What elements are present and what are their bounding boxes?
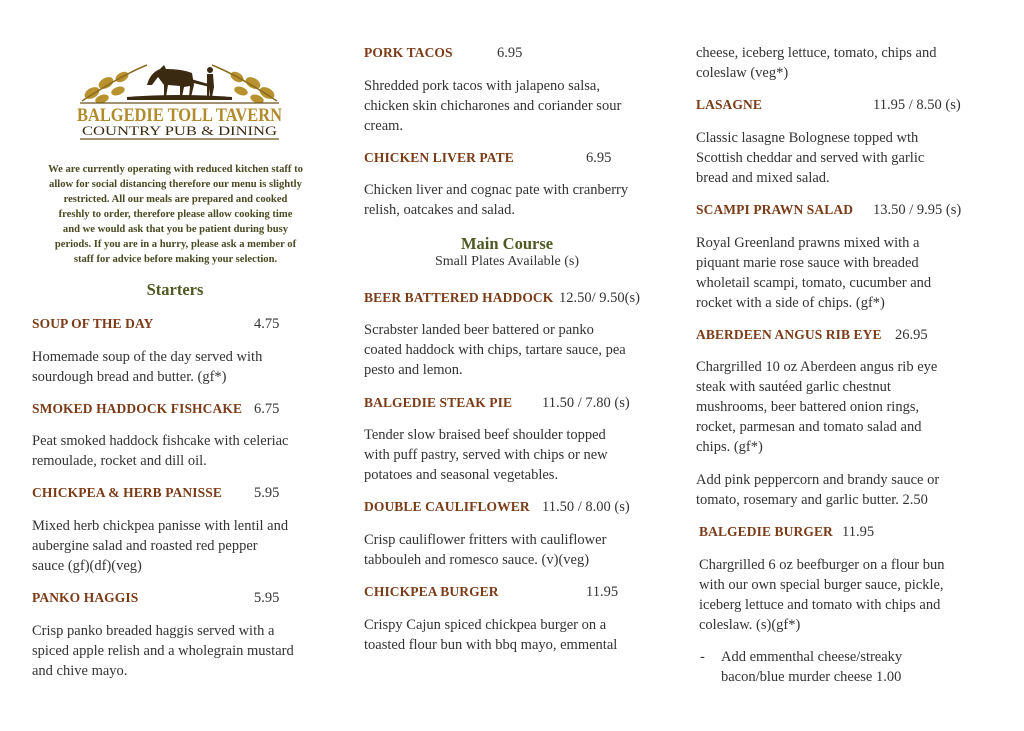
menu-item-price: 6.95 [586, 150, 612, 166]
horse-plough-icon [127, 65, 232, 100]
menu-item-description: Chicken liver and cognac pate with cranberry [364, 182, 629, 198]
menu-item-description: Royal Greenland prawns mixed with a [696, 235, 920, 251]
menu-item-description: pesto and lemon. [364, 362, 463, 378]
menu-item-description: cream. [364, 118, 404, 134]
menu-item-description: chicken skin chicharones and coriander sour [364, 98, 622, 114]
menu-item-name: LASAGNE [696, 97, 762, 112]
notice-line: and we would ask that you be patient during busy [62, 224, 289, 235]
menu-item-description: Scrabster landed beer battered or panko [364, 322, 594, 338]
menu-item-name: PORK TACOS [364, 45, 453, 60]
menu-item-description: wholetail scampi, tomato, cucumber and [696, 275, 932, 291]
menu-item-name: DOUBLE CAULIFLOWER [364, 499, 530, 514]
sauce-addon: Add pink peppercorn and brandy sauce or [696, 472, 940, 488]
menu-item-price: 4.75 [254, 316, 280, 332]
menu-item-name: BALGEDIE STEAK PIE [364, 395, 513, 410]
menu-item-price: 6.95 [497, 45, 523, 61]
menu-item-description: tabbouleh and romesco sauce. (v)(veg) [364, 552, 590, 568]
menu-item-description: rocket, parmesan and tomato salad and [696, 419, 922, 435]
menu-item-description: Crisp cauliflower fritters with cauliflower [364, 532, 607, 548]
notice-line: allow for social distancing therefore our menu is slightly [49, 179, 302, 190]
small-plates-note: Small Plates Available (s) [435, 254, 579, 269]
menu-item-description: toasted flour bun with bbq mayo, emmental [364, 637, 618, 653]
menu-item-description: Peat smoked haddock fishcake with celeriac [32, 433, 289, 449]
menu-item-description: Chargrilled 10 oz Aberdeen angus rib eye [696, 359, 938, 375]
menu-item-description: iceberg lettuce and tomato with chips and [699, 597, 941, 613]
menu-item-description: aubergine salad and roasted red pepper [32, 538, 258, 554]
menu-item-price: 11.95 [842, 524, 875, 540]
menu-item-description: Crispy Cajun spiced chickpea burger on a [364, 617, 607, 633]
menu-item-description: Tender slow braised beef shoulder topped [364, 427, 606, 443]
staffing-notice [28, 162, 323, 267]
menu-item-description: sauce (gf)(df)(veg) [32, 558, 142, 574]
menu-item-price: 5.95 [254, 590, 280, 606]
menu-item-description: spiced apple relish and a wholegrain mustard [32, 643, 294, 659]
menu-item-name: CHICKEN LIVER PATE [364, 150, 514, 165]
logo-tagline: COUNTRY PUB & DINING [82, 124, 277, 138]
menu-item-description: sourdough bread and butter. (gf*) [32, 369, 227, 385]
menu-item-description: relish, oatcakes and salad. [364, 202, 515, 218]
menu-item-description: Shredded pork tacos with jalapeno salsa, [364, 78, 600, 94]
menu-item-name: SCAMPI PRAWN SALAD [696, 202, 854, 217]
tavern-logo [72, 55, 287, 145]
starters-heading: Starters [146, 280, 204, 299]
menu-item-description: Homemade soup of the day served with [32, 349, 263, 365]
menu-item-description: and chive mayo. [32, 663, 128, 679]
menu-item-description: coated haddock with chips, tartare sauce, pea [364, 342, 626, 358]
menu-item-description: Classic lasagne Bolognese topped wth [696, 130, 919, 146]
menu-item-price: 26.95 [895, 327, 928, 343]
menu-item-description: coleslaw (veg*) [696, 65, 789, 81]
menu-item-description: cheese, iceberg lettuce, tomato, chips and [696, 45, 937, 61]
menu-item-description: remoulade, rocket and dill oil. [32, 453, 207, 469]
menu-item-price: 5.95 [254, 485, 280, 501]
main-course-heading: Main Course [460, 234, 554, 253]
menu-item-price: 13.50 / 9.95 (s) [873, 202, 962, 218]
notice-line: restricted. All our meals are prepared and cooked [63, 194, 288, 205]
menu-item-description: with our own special burger sauce, pickle, [699, 577, 944, 593]
menu-item-description: Chargrilled 6 oz beefburger on a flour bun [699, 557, 945, 573]
menu-item-name: PANKO HAGGIS [32, 590, 139, 605]
menu-item-name: BALGEDIE BURGER [699, 524, 833, 539]
notice-line: freshly to order, therefore please allow cooking time [58, 209, 293, 220]
menu-item-price: 11.50 / 8.00 (s) [542, 499, 630, 515]
menu-item-description: with puff pastry, served with chips or new [364, 447, 608, 463]
menu-item-price: 6.75 [254, 401, 280, 417]
menu-item-name: ABERDEEN ANGUS RIB EYE [696, 327, 882, 342]
sauce-addon: tomato, rosemary and garlic butter. 2.50 [696, 492, 928, 508]
menu-item-name: BEER BATTERED HADDOCK [364, 290, 554, 305]
burger-addon: bacon/blue murder cheese 1.00 [721, 669, 902, 685]
menu-item-price: 12.50/ 9.50(s) [559, 290, 640, 306]
bullet-dash: - [700, 649, 705, 665]
menu-item-name: CHICKPEA BURGER [364, 584, 499, 599]
menu-item-description: piquant marie rose sauce with breaded [696, 255, 919, 271]
menu-item-description: steak with sautéed garlic chestnut [696, 379, 891, 395]
logo-name: BALGEDIE TOLL TAVERN [77, 105, 283, 126]
menu-item-price: 11.95 [586, 584, 619, 600]
menu-item-description: Mixed herb chickpea panisse with lentil and [32, 518, 289, 534]
burger-addon: Add emmenthal cheese/streaky [721, 649, 903, 665]
notice-line: periods. If you are in a hurry, please ask a member of [54, 239, 297, 250]
menu-item-description: coleslaw. (s)(gf*) [699, 617, 801, 633]
menu-item-price: 11.95 / 8.50 (s) [873, 97, 961, 113]
menu-item-description: mushrooms, beer battered onion rings, [696, 399, 920, 415]
menu-item-price: 11.50 / 7.80 (s) [542, 395, 630, 411]
menu-item-name: SMOKED HADDOCK FISHCAKE [32, 401, 243, 416]
menu-item-description: Scottish cheddar and served with garlic [696, 150, 925, 166]
menu-item-description: Crisp panko breaded haggis served with a [32, 623, 275, 639]
menu-item-description: rocket with a side of chips. (gf*) [696, 295, 885, 311]
menu-item-description: potatoes and seasonal vegetables. [364, 467, 559, 483]
menu-item-description: chips. (gf*) [696, 439, 763, 455]
notice-line: We are currently operating with reduced kitchen staff to [48, 164, 303, 175]
menu-item-description: bread and mixed salad. [696, 170, 830, 186]
menu-item-name: SOUP OF THE DAY [32, 316, 154, 331]
notice-line: staff for advice before making your selection. [73, 254, 278, 265]
menu-item-name: CHICKPEA & HERB PANISSE [32, 485, 222, 500]
